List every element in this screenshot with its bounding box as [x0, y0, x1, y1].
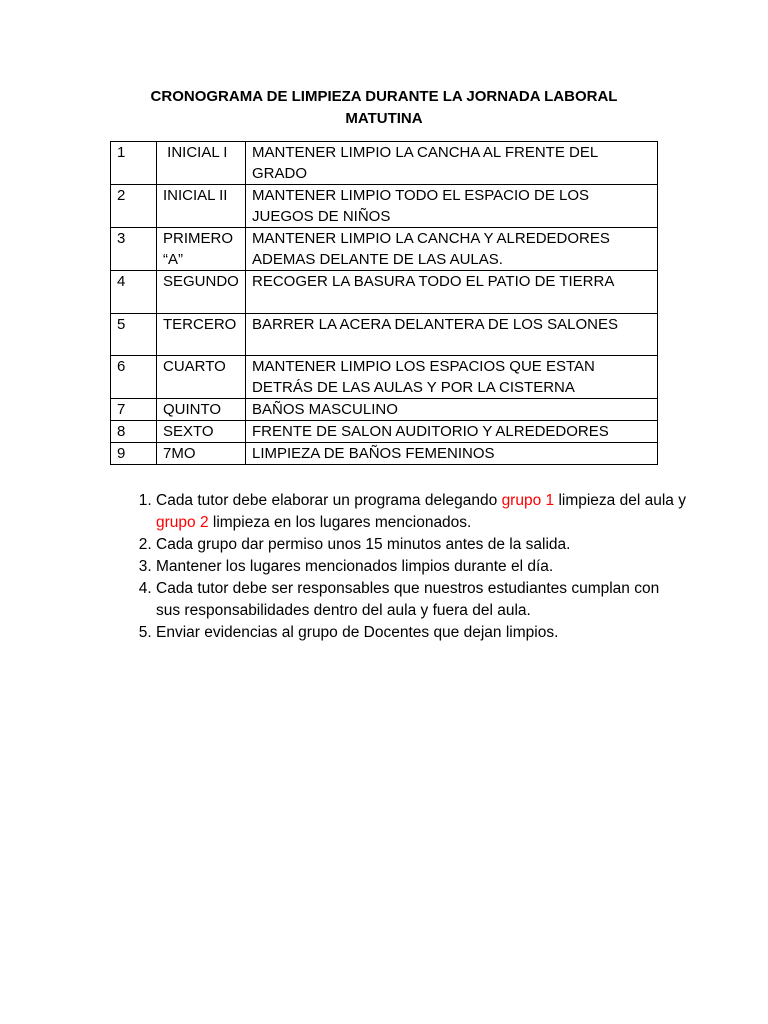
cleaning-schedule-table [110, 141, 658, 465]
table-row [111, 271, 658, 314]
rule-text: Cada tutor debe ser responsables que nuestros estudiantes cumplan con sus responsabilidades dentro del aula y fuera del aula. [156, 580, 660, 619]
rule-text: limpieza en los lugares mencionados. [208, 514, 472, 531]
row-task: MANTENER LIMPIO LA CANCHA Y ALREDEDORES ADEMAS DELANTE DE LAS AULAS. [246, 228, 658, 271]
row-grade: QUINTO [157, 399, 246, 421]
row-grade: INICIAL I [157, 142, 246, 185]
row-task: RECOGER LA BASURA TODO EL PATIO DE TIERRA [246, 271, 658, 314]
table-row [111, 443, 658, 465]
table-row [111, 314, 658, 356]
rule-text: Cada grupo dar permiso unos 15 minutos antes de la salida. [156, 536, 571, 553]
row-grade: SEXTO [157, 421, 246, 443]
row-grade: CUARTO [157, 356, 246, 399]
rule-text: Enviar evidencias al grupo de Docentes que dejan limpios. [156, 624, 559, 641]
list-item [156, 578, 686, 622]
document-title: CRONOGRAMA DE LIMPIEZA DURANTE LA JORNADA LABORAL MATUTINA [150, 88, 618, 127]
row-grade: SEGUNDO [157, 271, 246, 314]
row-number: 9 [111, 443, 157, 465]
row-number: 7 [111, 399, 157, 421]
row-task: FRENTE DE SALON AUDITORIO Y ALREDEDORES [246, 421, 658, 443]
row-grade: TERCERO [157, 314, 246, 356]
group-2-highlight: grupo 2 [156, 514, 209, 531]
row-grade: PRIMERO “A” [157, 228, 246, 271]
row-number: 3 [111, 228, 157, 271]
group-1-highlight: grupo 1 [501, 492, 555, 509]
row-number: 6 [111, 356, 157, 399]
row-task: MANTENER LIMPIO LOS ESPACIOS QUE ESTAN DETRÁS DE LAS AULAS Y POR LA CISTERNA [246, 356, 658, 399]
instructions-list [134, 490, 686, 644]
list-item [156, 622, 686, 644]
row-task: BAÑOS MASCULINO [246, 399, 658, 421]
table-row [111, 421, 658, 443]
row-number: 4 [111, 271, 157, 314]
table-row [111, 356, 658, 399]
list-item [156, 534, 686, 556]
row-number: 5 [111, 314, 157, 356]
row-task: LIMPIEZA DE BAÑOS FEMENINOS [246, 443, 658, 465]
row-grade: 7MO [157, 443, 246, 465]
row-number: 2 [111, 185, 157, 228]
row-number: 1 [111, 142, 157, 185]
list-item [156, 490, 686, 534]
table-row [111, 228, 658, 271]
table-row [111, 185, 658, 228]
rule-text: Cada tutor debe elaborar un programa delegando [156, 492, 502, 509]
rule-text: Mantener los lugares mencionados limpios durante el día. [156, 558, 554, 575]
table-row [111, 142, 658, 185]
row-grade: INICIAL II [157, 185, 246, 228]
row-number: 8 [111, 421, 157, 443]
row-task: BARRER LA ACERA DELANTERA DE LOS SALONES [246, 314, 658, 356]
list-item [156, 556, 686, 578]
row-task: MANTENER LIMPIO TODO EL ESPACIO DE LOS JUEGOS DE NIÑOS [246, 185, 658, 228]
rule-text: limpieza del aula y [554, 492, 686, 509]
table-row [111, 399, 658, 421]
row-task: MANTENER LIMPIO LA CANCHA AL FRENTE DEL GRADO [246, 142, 658, 185]
